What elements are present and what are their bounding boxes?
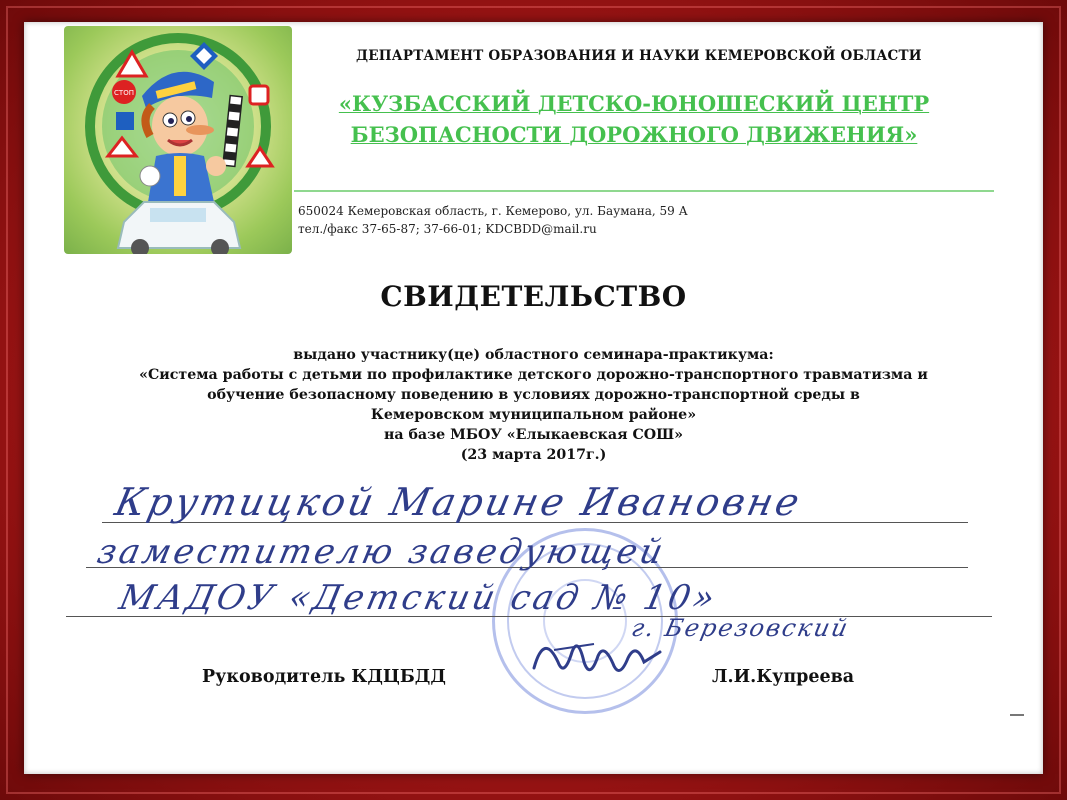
topic-line-2: обучение безопасному поведению в условиях дорожно-транспортной среды в: [207, 387, 860, 403]
header-divider: [294, 190, 994, 192]
document-title: СВИДЕТЕЛЬСТВО: [380, 280, 687, 313]
handwritten-signature: [524, 622, 674, 692]
topic-line-3: Кемеровском муниципальном районе»: [370, 407, 697, 423]
certificate-sheet: [24, 22, 1043, 774]
department-name: ДЕПАРТАМЕНТ ОБРАЗОВАНИЯ И НАУКИ КЕМЕРОВСКОЙ ОБЛАСТИ: [356, 48, 922, 64]
signatory-name: Л.И.Купреева: [712, 667, 855, 687]
topic-line-1: «Система работы с детьми по профилактике детского дорожно-транспортного травматизма и: [139, 367, 928, 383]
handwritten-recipient-name: Крутицкой Марине Ивановне: [111, 480, 807, 524]
contact-block: [298, 202, 898, 238]
center-name: [324, 88, 944, 150]
certificate-body: [74, 345, 993, 465]
handwritten-position: заместителю заведующей: [93, 532, 670, 572]
venue-text: на базе МБОУ «Елыкаевская СОШ»: [383, 427, 684, 443]
center-name-line-2: БЕЗОПАСНОСТИ ДОРОЖНОГО ДВИЖЕНИЯ»: [350, 122, 918, 147]
handwritten-organization: МАДОУ «Детский сад № 10»: [115, 578, 722, 618]
organization-logo: [64, 26, 292, 254]
postal-address: 650024 Кемеровская область, г. Кемерово, ул. Баумана, 59 А: [298, 204, 688, 218]
event-date: (23 марта 2017г.): [460, 447, 607, 463]
signatory-role: Руководитель КДЦБДД: [202, 667, 446, 687]
margin-mark: [1010, 714, 1024, 716]
issued-to-text: выдано участнику(це) областного семинара-практикума:: [293, 347, 774, 363]
center-name-line-1: «КУЗБАССКИЙ ДЕТСКО-ЮНОШЕСКИЙ ЦЕНТР: [338, 91, 930, 116]
svg-text:СТОП: СТОП: [114, 89, 134, 97]
traffic-officer-emblem: [64, 26, 292, 254]
handwritten-city: г. Березовский: [629, 614, 852, 642]
phone-email: тел./факс 37-65-87; 37-66-01; KDCBDD@mail.ru: [298, 222, 597, 236]
